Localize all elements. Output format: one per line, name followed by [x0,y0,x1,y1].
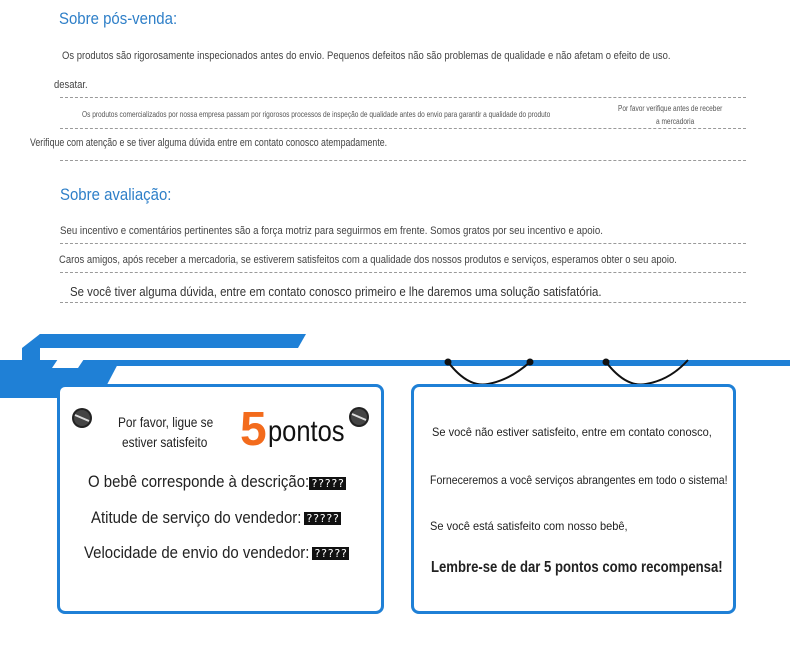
rating-stars: ????? [306,512,340,525]
rating-row-label: Velocidade de envio do vendedor: [84,543,310,562]
big-word-pontos: pontos [268,415,345,448]
rating-stars: ????? [314,547,348,560]
after-sales-small-right-1: Por favor verifique antes de receber [618,104,723,113]
divider [60,97,746,98]
evaluation-heading: Sobre avaliação: [60,185,172,204]
rating-prompt-line-2: estiver satisfeito [122,434,208,450]
contact-line-4: Lembre-se de dar 5 pontos como recompensa! [431,559,723,576]
divider [60,160,746,161]
divider [60,302,746,303]
contact-line-2: Forneceremos a você serviços abrangentes em todo o sistema! [430,473,728,487]
rating-row-label: Atitude de serviço do vendedor: [91,508,302,527]
after-sales-line-3: Verifique com atenção e se tiver alguma dúvida entre em contato conosco atempadamente. [30,137,388,149]
after-sales-line-1: Os produtos são rigorosamente inspecionados antes do envio. Pequenos defeitos não são problemas de qualidade e não afetam o efeito de uso. [62,50,671,62]
divider [60,272,746,273]
evaluation-line-1: Seu incentivo e comentários pertinentes são a força motriz para seguirmos em frente. Somos gratos por seu incentivo e apoio. [60,225,603,237]
divider [60,128,746,129]
pin-icon [347,405,371,429]
after-sales-heading: Sobre pós-venda: [59,9,178,28]
after-sales-line-2: desatar. [54,79,88,91]
divider [60,243,746,244]
big-number-five: 5 [240,403,267,456]
evaluation-line-2: Caros amigos, após receber a mercadoria, se estiverem satisfeitos com a qualidade dos nossos produtos e serviços, esperamos obter o seu apoio. [59,254,677,266]
rating-stars: ????? [311,477,345,490]
rating-row-label: O bebê corresponde à descrição: [88,472,310,491]
rating-row [84,543,340,563]
evaluation-line-3: Se você tiver alguma dúvida, entre em contato conosco primeiro e lhe daremos uma solução satisfatória. [70,284,602,299]
contact-line-3: Se você está satisfeito com nosso bebê, [430,519,628,533]
pin-icon [70,406,94,430]
after-sales-small-right-2: a mercadoria [656,117,695,126]
rating-prompt-line-1: Por favor, ligue se [118,414,214,430]
contact-us-card [411,384,736,614]
after-sales-small-note: Os produtos comercializados por nossa empresa passam por rigorosos processos de inspeção de qualidade antes do envio para garantir a qualidade do produto [82,110,551,119]
rating-row [88,472,339,492]
contact-line-1: Se você não estiver satisfeito, entre em contato conosco, [432,425,712,439]
rating-row [91,508,330,528]
